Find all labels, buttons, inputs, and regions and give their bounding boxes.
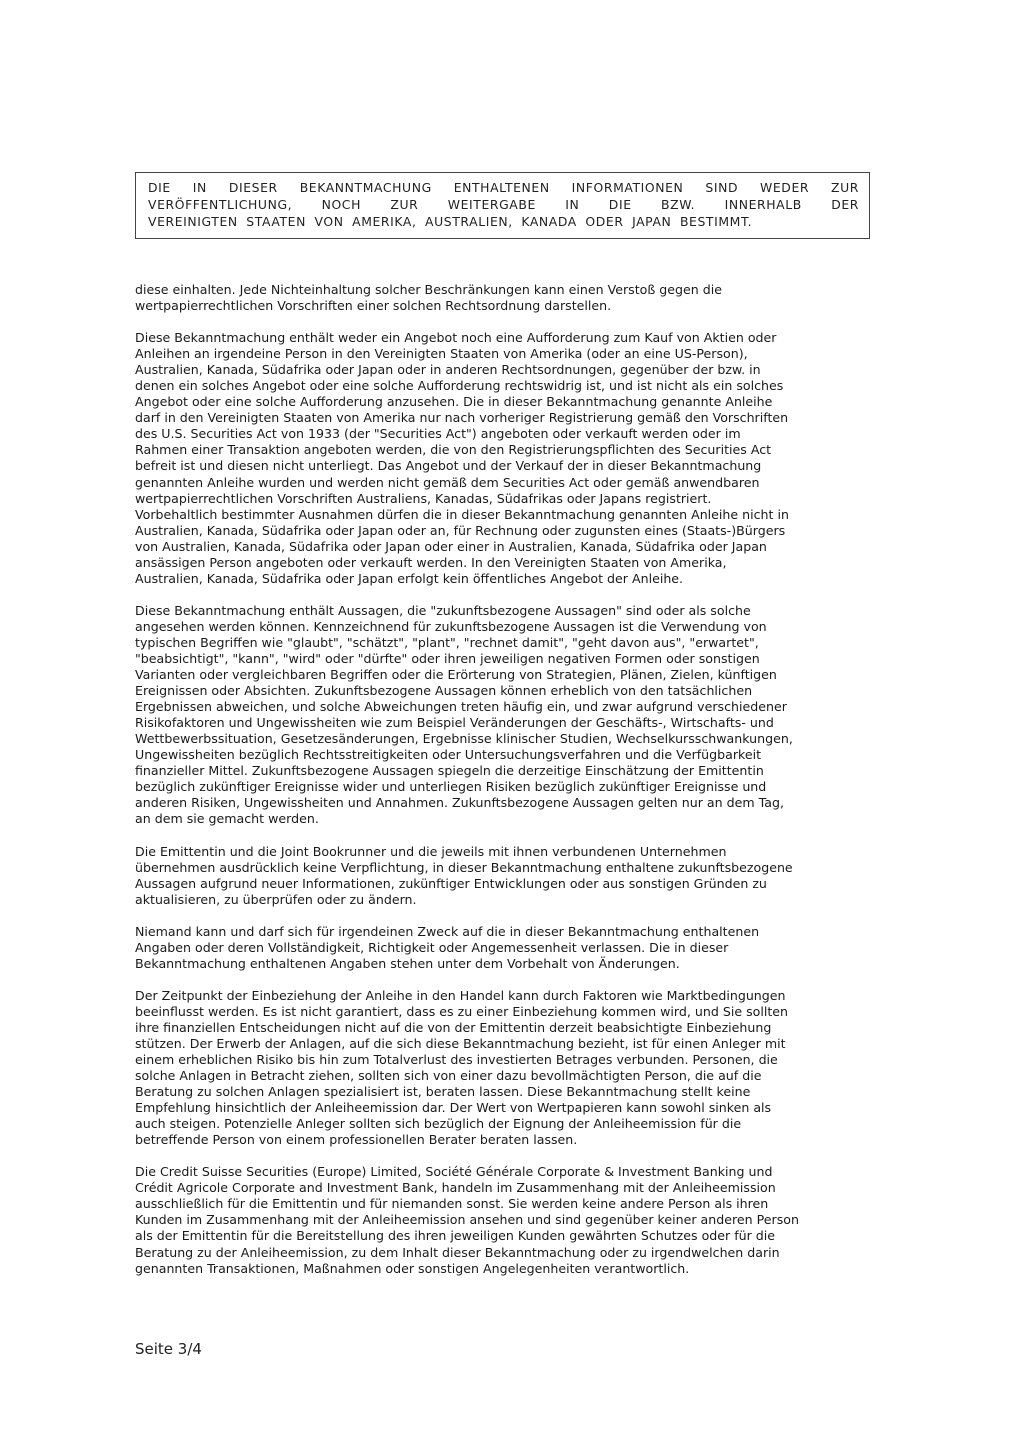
disclaimer-line: DIE IN DIESER BEKANNTMACHUNG ENTHALTENEN INFORMATIONEN SIND WEDER ZUR bbox=[148, 180, 859, 195]
paragraph: Diese Bekanntmachung enthält Aussagen, die "zukunftsbezogene Aussagen" sind oder als solche angesehen werden können. Kennzeichnend für zukunftsbezogene Aussagen ist die Verwendung von typischen Begriffen wie "glaubt", "schätzt", "plant", "rechnet damit", "geht davon aus", "erwartet", "beabsichtigt", "kann", "wird" oder "dürfte" oder ihren jeweiligen negativen Formen oder sonstigen Varianten oder vergleichbaren Begriffen oder die Erörterung von Strategien, Plänen, Zielen, künftigen Ereignissen oder Absichten. Zukunftsbezogene Aussagen können erheblich von den tatsächlichen Ergebnissen abweichen, und solche Abweichungen treten häufig ein, und zwar aufgrund verschiedener Risikofaktoren und Ungewissheiten wie zum Beispiel Veränderungen der Geschäfts-, Wirtschafts- und Wettbewerbssituation, Gesetzesänderungen, Ergebnisse klinischer Studien, Wechselkursschwankungen, Ungewissheiten bezüglich Rechtsstreitigkeiten oder Untersuchungsverfahren und die Verfügbarkeit finanzieller Mittel. Zukunftsbezogene Aussagen spiegeln die derzeitige Einschätzung der Emittentin bezüglich zukünftiger Ereignisse wider und unterliegen Risiken bezüglich zukünftiger Ereignisse und anderen Risiken, Ungewissheiten und Annahmen. Zukunftsbezogene Aussagen gelten nur an dem Tag, an dem sie gemacht werden. bbox=[135, 602, 793, 827]
disclaimer-box bbox=[135, 172, 870, 239]
paragraph: Die Emittentin und die Joint Bookrunner und die jeweils mit ihnen verbundenen Unternehmen übernehmen ausdrücklich keine Verpflichtung, in dieser Bekanntmachung enthaltene zukunftsbezogene Aussagen aufgrund neuer Informationen, zukünftiger Entwicklungen oder aus sonstigen Gründen zu aktualisieren, zu überprüfen oder zu ändern. bbox=[135, 843, 793, 907]
paragraph: Diese Bekanntmachung enthält weder ein Angebot noch eine Aufforderung zum Kauf von Aktien oder Anleihen an irgendeine Person in den Vereinigten Staaten von Amerika (oder an eine US-Person), Australien, Kanada, Südafrika oder Japan oder in anderen Rechtsordnungen, gegenüber der bzw. in denen ein solches Angebot oder eine solche Aufforderung rechtswidrig ist, und ist nicht als ein solches Angebot oder eine solche Aufforderung anzusehen. Die in dieser Bekanntmachung genannte Anleihe darf in den Vereinigten Staaten von Amerika nur nach vorheriger Registrierung gemäß den Vorschriften des U.S. Securities Act von 1933 (der "Securities Act") angeboten oder verkauft werden oder im Rahmen einer Transaktion angeboten werden, die von den Registrierungspflichten des Securities Act befreit ist und diesen nicht unterliegt. Das Angebot und der Verkauf der in dieser Bekanntmachung genannten Anleihe wurden und werden nicht gemäß dem Securities Act oder gemäß anwendbaren wertpapierrechtlichen Vorschriften Australiens, Kanadas, Südafrikas oder Japans registriert. Vorbehaltlich bestimmter Ausnahmen dürfen die in dieser Bekanntmachung genannten Anleihe nicht in Australien, Kanada, Südafrika oder Japan oder an, für Rechnung oder zugunsten eines (Staats-)Bürgers von Australien, Kanada, Südafrika oder Japan oder einer in Australien, Kanada, Südafrika oder Japan ansässigen Person angeboten oder verkauft werden. In den Vereinigten Staaten von Amerika, Australien, Kanada, Südafrika oder Japan erfolgt kein öffentliches Angebot der Anleihe. bbox=[135, 330, 789, 586]
paragraph: Niemand kann und darf sich für irgendeinen Zweck auf die in dieser Bekanntmachung enthaltenen Angaben oder deren Vollständigkeit, Richtigkeit oder Angemessenheit verlassen. Die in dieser Bekanntmachung enthaltenen Angaben stehen unter dem Vorbehalt von Änderungen. bbox=[135, 923, 760, 971]
body-text bbox=[135, 282, 840, 1293]
page-number: Seite 3/4 bbox=[135, 1340, 202, 1358]
paragraph: Die Credit Suisse Securities (Europe) Limited, Société Générale Corporate & Investment Banking und Crédit Agricole Corporate and Investment Bank, handeln im Zusammenhang mit der Anleiheemission ausschließlich für die Emittentin und für niemanden sonst. Sie werden keine andere Person als ihren Kunden im Zusammenhang mit der Anleiheemission ansehen und sind gegenüber keiner anderen Person als der Emittentin für die Bereitstellung des ihren jeweiligen Kunden gewährten Schutzes oder für die Beratung zu der Anleiheemission, zu dem Inhalt dieser Bekanntmachung oder zu irgendwelchen darin genannten Transaktionen, Maßnahmen oder sonstigen Angelegenheiten verantwortlich. bbox=[135, 1164, 799, 1276]
paragraph: Der Zeitpunkt der Einbeziehung der Anleihe in den Handel kann durch Faktoren wie Marktbedingungen beeinflusst werden. Es ist nicht garantiert, dass es zu einer Einbeziehung kommen wird, und Sie sollten ihre finanziellen Entscheidungen nicht auf die von der Emittentin derzeit beabsichtigte Einbeziehung stützen. Der Erwerb der Anlagen, auf die sich diese Bekanntmachung bezieht, ist für einen Anleger mit einem erheblichen Risiko bis hin zum Totalverlust des investierten Betrages verbunden. Personen, die solche Anlagen in Betracht ziehen, sollten sich von einer dazu bevollmächtigten Person, die auf die Beratung zu solchen Anlagen spezialisiert ist, beraten lassen. Diese Bekanntmachung stellt keine Empfehlung hinsichtlich der Anleiheemission dar. Der Wert von Wertpapieren kann sowohl sinken als auch steigen. Potenzielle Anleger sollten sich bezüglich der Eignung der Anleiheemission für die betreffende Person von einem professionellen Berater beraten lassen. bbox=[135, 987, 789, 1148]
disclaimer-line: VEREINIGTEN STAATEN VON AMERIKA, AUSTRALIEN, KANADA ODER JAPAN BESTIMMT. bbox=[148, 214, 753, 229]
disclaimer-line: VERÖFFENTLICHUNG, NOCH ZUR WEITERGABE IN DIE BZW. INNERHALB DER bbox=[148, 197, 859, 212]
paragraph: diese einhalten. Jede Nichteinhaltung solcher Beschränkungen kann einen Verstoß gegen die wertpapierrechtlichen Vorschriften einer solchen Rechtsordnung darstellen. bbox=[135, 282, 723, 314]
